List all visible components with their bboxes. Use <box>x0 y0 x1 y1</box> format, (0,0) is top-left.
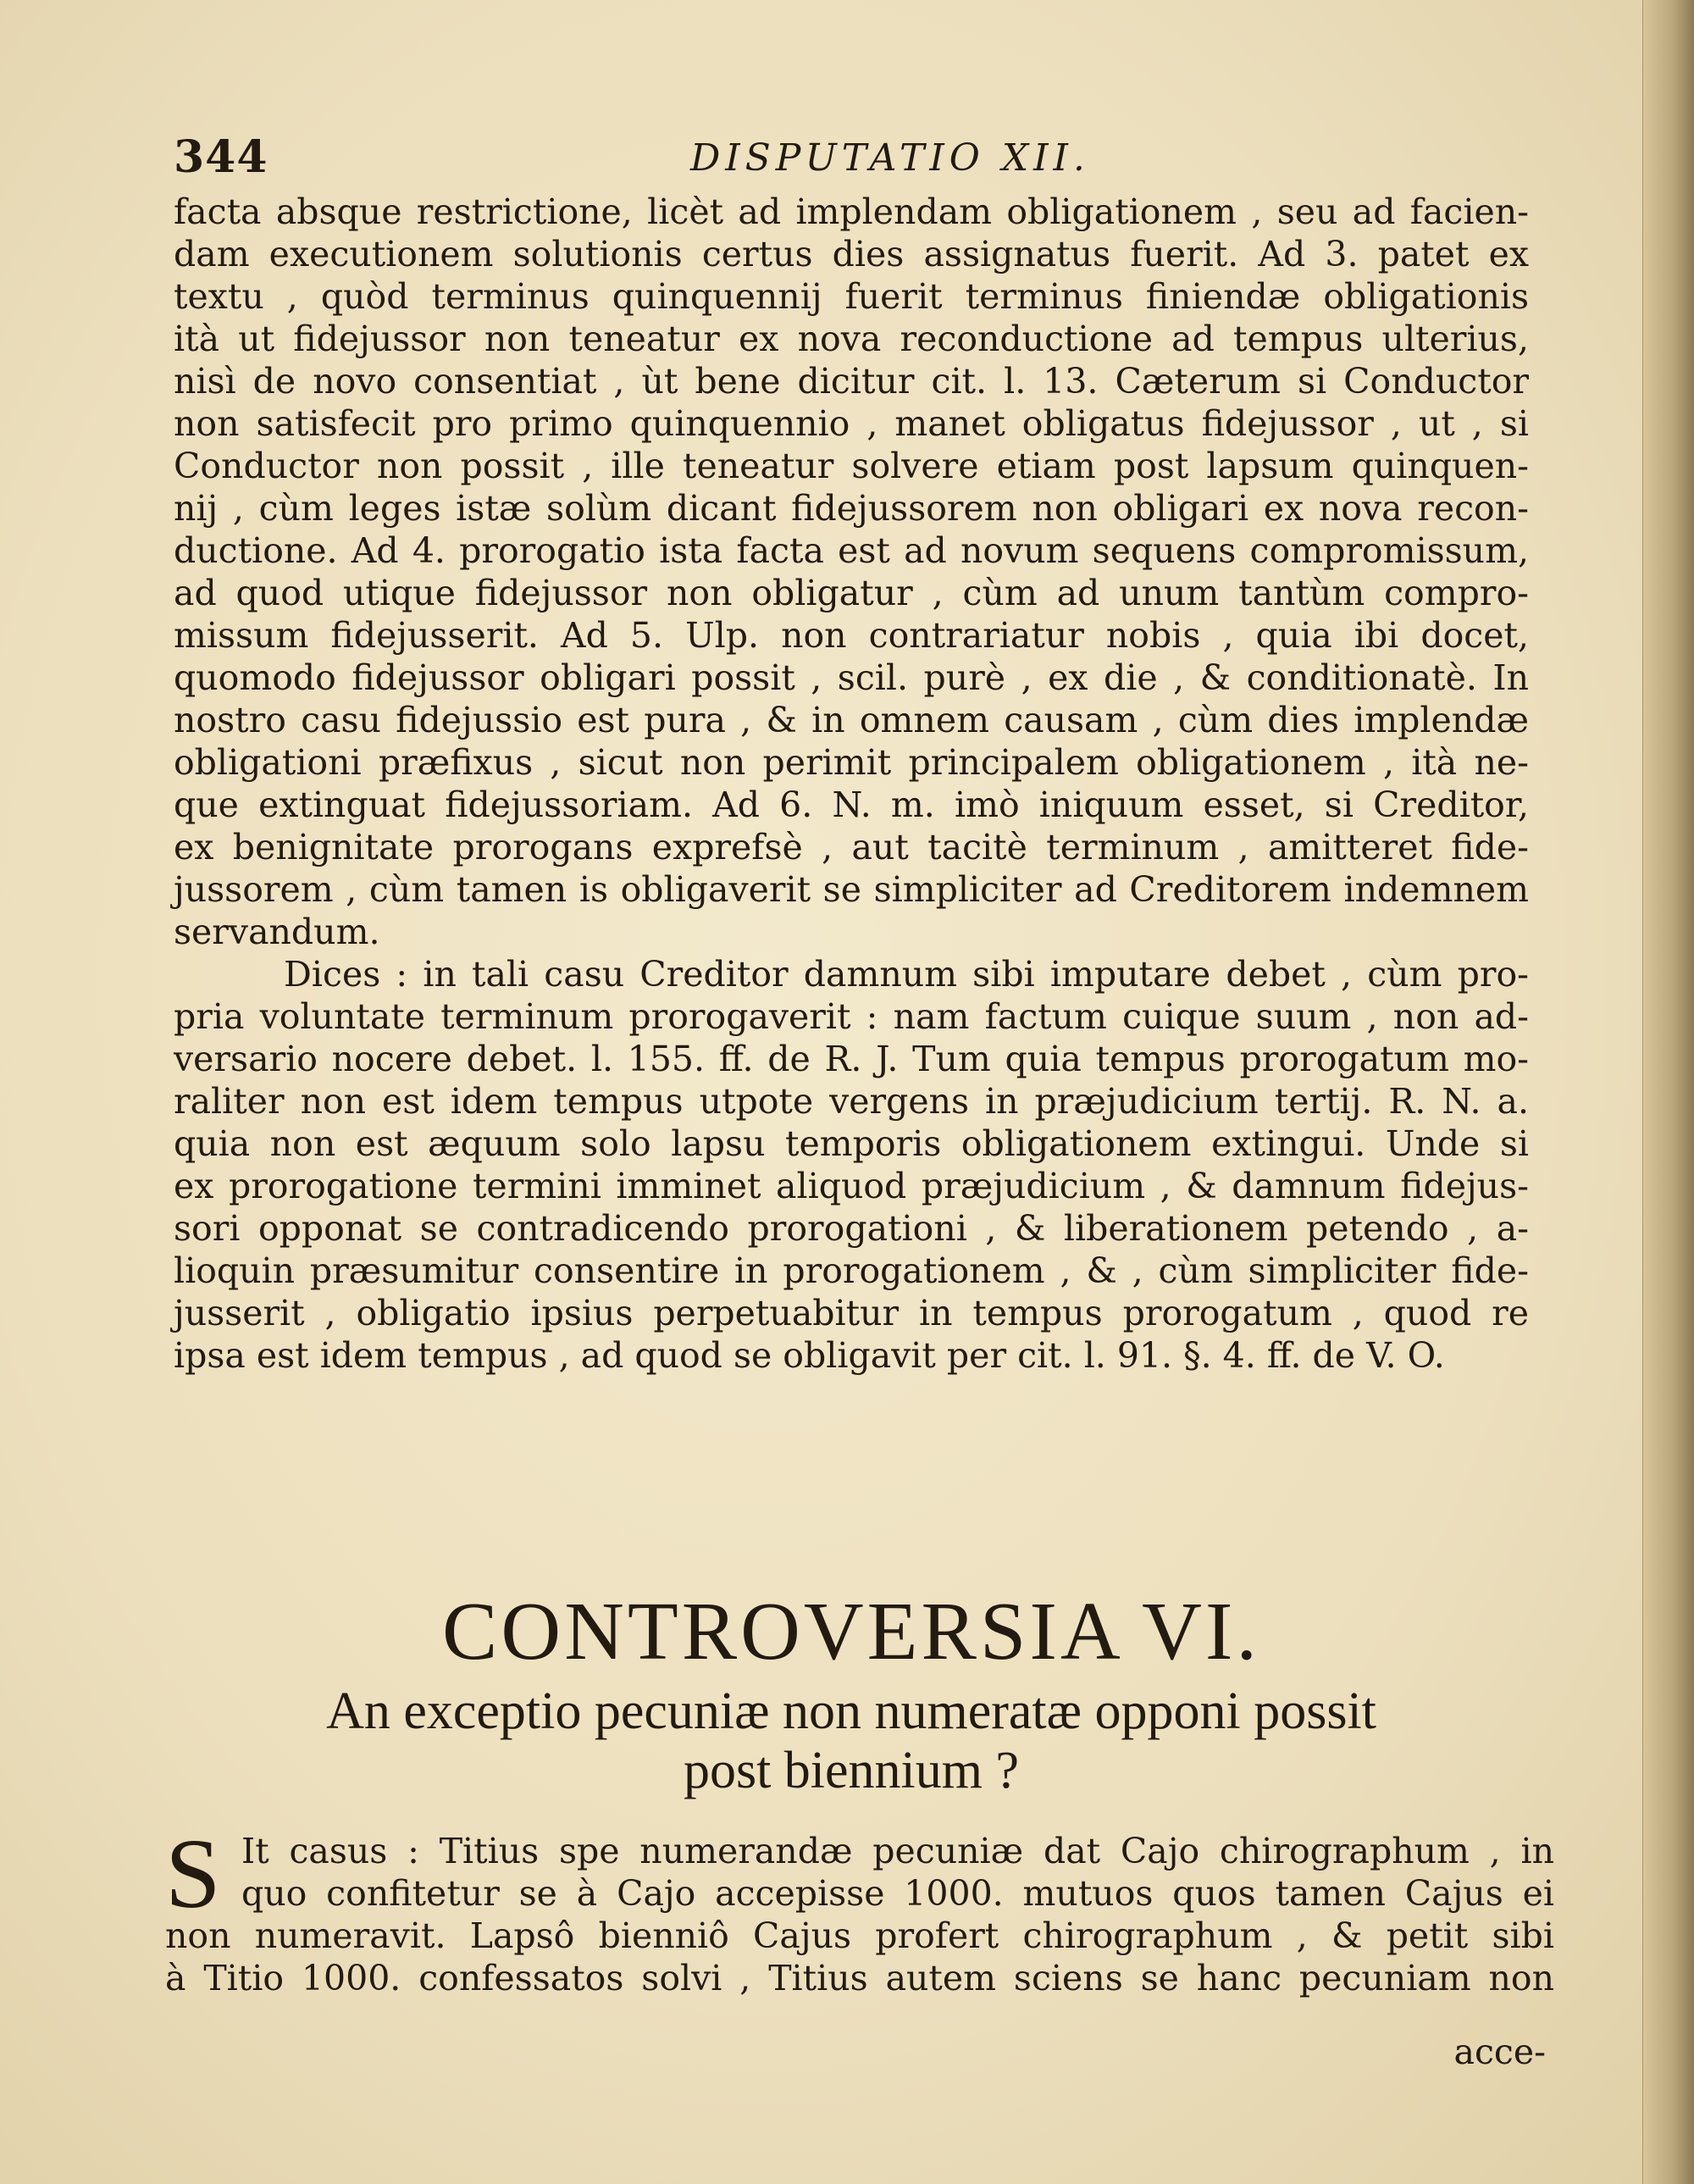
text-line: ipsa est idem tempus , ad quod se obligavit per cit. l. 91. §. 4. ff. de V. O. <box>174 1335 1445 1376</box>
text-line: dam executionem solutionis certus dies assignatus fuerit. Ad 3. patet ex <box>174 234 1529 274</box>
text-line: quo confitetur se à Cajo accepisse 1000. mutuos quos tamen Cajus ei <box>241 1873 1554 1914</box>
section-text <box>165 1818 1554 1999</box>
text-line: nostro casu fidejussio est pura , & in omnem causam , cùm dies implendæ <box>174 700 1529 740</box>
text-line: missum fidejusserit. Ad 5. Ulp. non contrariatur nobis , quia ibi docet, <box>174 615 1529 656</box>
text-line: obligationi præfixus , sicut non perimit principalem obligationem , ità ne- <box>174 742 1529 783</box>
text-line: ductione. Ad 4. prorogatio ista facta est ad novum sequens compromissum, <box>174 530 1529 571</box>
text-line: nisì de novo consentiat , ùt bene dicitur cit. l. 13. Cæterum si Conductor <box>174 361 1529 402</box>
text-line: non satisfecit pro primo quinquennio , manet obligatus fidejussor , ut , si <box>174 403 1529 444</box>
text-line: ex prorogatione termini imminet aliquod præjudicium , & damnum fidejus- <box>174 1166 1529 1206</box>
text-line: jusserit , obligatio ipsius perpetuabitur in tempus prorogatum , quod re <box>174 1293 1529 1333</box>
text-line: que extinguat fidejussoriam. Ad 6. N. m. imò iniquum esset, si Creditor, <box>174 784 1529 825</box>
text-line: ad quod utique fidejussor non obligatur , cùm ad unum tantùm compro- <box>174 573 1529 613</box>
text-line: It casus : Titius spe numerandæ pecuniæ dat Cajo chirographum , in <box>241 1831 1554 1871</box>
text-line: nij , cùm leges istæ solùm dicant fidejussorem non obligari ex nova recon- <box>174 488 1529 529</box>
text-line: textu , quòd terminus quinquennij fuerit terminus finiendæ obligationis <box>174 276 1529 317</box>
section-title: CONTROVERSIA VI. <box>441 1586 1261 1677</box>
body-text <box>174 191 1529 1377</box>
text-line: quia non est æquum solo lapsu temporis obligationem extingui. Unde si <box>174 1123 1529 1164</box>
text-line: lioquin præsumitur consentire in prorogationem , & , cùm simpliciter fide- <box>174 1250 1529 1291</box>
text-line: Dices : in tali casu Creditor damnum sibi imputare debet , cùm pro- <box>284 954 1529 995</box>
text-line: ex benignitate prorogans exprefsè , aut tacitè terminum , amitteret fide- <box>174 827 1529 868</box>
text-line: facta absque restrictione, licèt ad implendam obligationem , seu ad facien- <box>174 191 1529 232</box>
running-title: DISPUTATIO XII. <box>690 136 1090 180</box>
text-line: jussorem , cùm tamen is obligaverit se simpliciter ad Creditorem indemnem <box>174 869 1529 910</box>
catchword: acce- <box>1453 2032 1546 2072</box>
page-header <box>174 131 1495 191</box>
section-question <box>174 1682 1529 1800</box>
text-line: raliter non est idem tempus utpote vergens in præjudicium tertij. R. N. a. <box>174 1081 1529 1122</box>
text-line: quomodo fidejussor obligari possit , scil. purè , ex die , & conditionatè. In <box>174 657 1529 698</box>
question-line-1: An exceptio pecuniæ non numeratæ opponi possit <box>326 1682 1376 1740</box>
book-spine <box>1643 0 1694 2184</box>
question-line-2: post biennium ? <box>683 1742 1020 1799</box>
text-line: pria voluntate terminum prorogaverit : nam factum cuique suum , non ad- <box>174 996 1529 1037</box>
text-line: ità ut fidejussor non teneatur ex nova reconductione ad tempus ulterius, <box>174 319 1529 359</box>
page-number: 344 <box>174 131 268 183</box>
text-line: à Titio 1000. confessatos solvi , Titius autem sciens se hanc pecuniam non <box>165 1958 1554 1998</box>
text-line: Conductor non possit , ille teneatur solvere etiam post lapsum quinquen- <box>174 446 1529 486</box>
text-line: versario nocere debet. l. 155. ff. de R. J. Tum quia tempus prorogatum mo- <box>174 1039 1529 1079</box>
text-line: non numeravit. Lapsô bienniô Cajus profert chirographum , & petit sibi <box>165 1915 1554 1956</box>
drop-cap: S <box>165 1818 221 1929</box>
text-line: servandum. <box>174 912 380 952</box>
text-line: sori opponat se contradicendo prorogationi , & liberationem petendo , a- <box>174 1208 1529 1249</box>
